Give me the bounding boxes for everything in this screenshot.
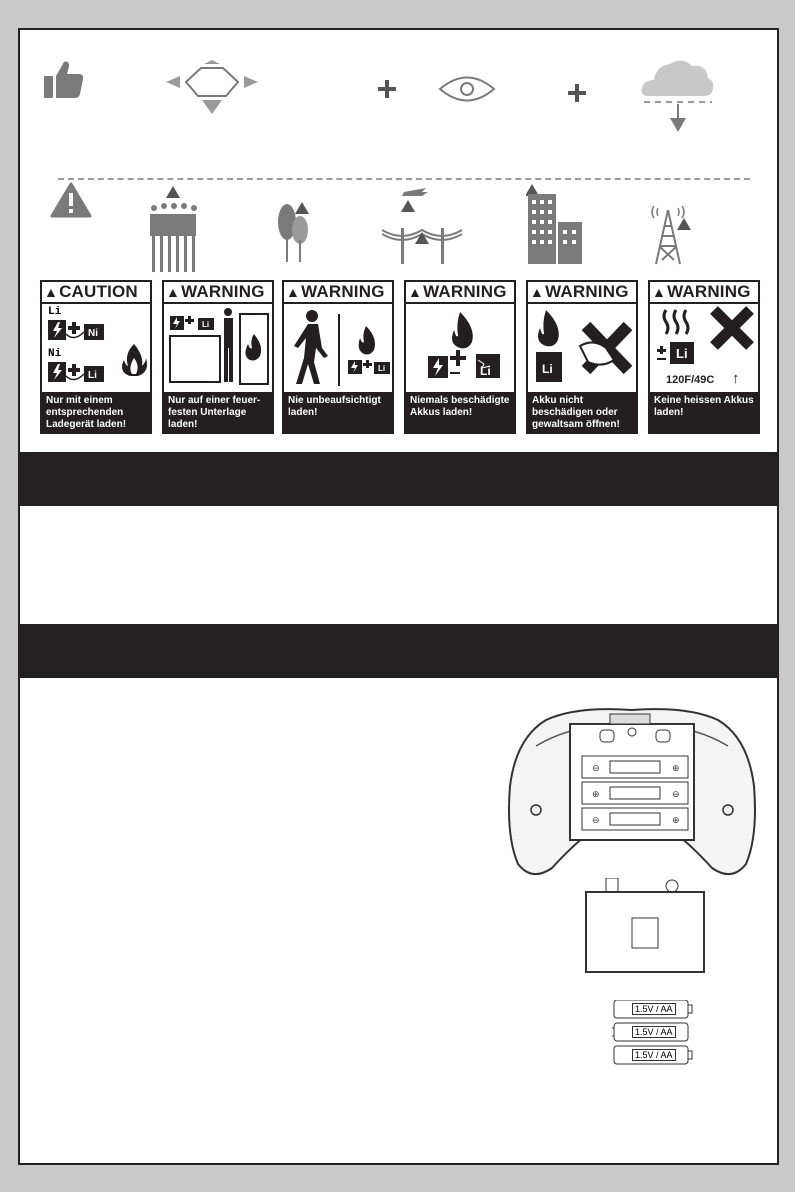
- battery-label: 1.5V / AA: [632, 1003, 676, 1015]
- panel-text: Niemals beschädigte Akkus laden!: [410, 395, 510, 418]
- charger-mismatch-icon: [48, 360, 118, 384]
- manual-page: [18, 28, 779, 1165]
- radio-tower-warning-icon: [648, 202, 692, 266]
- dashed-divider: [58, 178, 750, 180]
- section-header-bar: [20, 452, 777, 506]
- controller-battery-compartment: [506, 706, 758, 884]
- cloud-rain-icon: [640, 52, 716, 134]
- svg-text:⊕: ⊕: [672, 815, 680, 825]
- panel-picture: [42, 304, 150, 392]
- warning-panel-no-open: [526, 280, 638, 434]
- panel-header: ▲WARNING: [284, 282, 392, 302]
- charger-mismatch-icon: [48, 318, 118, 342]
- thumbs-up-icon: [42, 58, 86, 102]
- panel-text: Keine heissen Akkus laden!: [654, 395, 754, 418]
- panel-picture: [164, 304, 272, 392]
- li-label: Li: [48, 306, 62, 318]
- svg-text:⊖: ⊖: [592, 763, 600, 773]
- hot-battery-icon: [654, 306, 758, 372]
- plus-icon: [566, 82, 588, 104]
- flat-surface-icon: [166, 60, 258, 116]
- warning-panels: [38, 280, 764, 434]
- panel-header: ▲WARNING: [650, 282, 758, 302]
- battery-label: 1.5V / AA: [632, 1049, 676, 1061]
- ni-label: Ni: [88, 328, 98, 339]
- no-open-battery-icon: [532, 308, 636, 390]
- arrow-up-icon: ↑: [732, 370, 740, 387]
- li-label: Li: [202, 320, 210, 329]
- svg-text:⊕: ⊕: [672, 763, 680, 773]
- panel-header: ▲CAUTION: [42, 282, 150, 302]
- batteries: [612, 1000, 696, 1068]
- panel-header: ▲WARNING: [528, 282, 636, 302]
- li-label: Li: [378, 364, 386, 373]
- warning-location-row: [20, 182, 777, 282]
- warning-triangle-icon: [50, 182, 92, 218]
- panel-header: ▲WARNING: [406, 282, 514, 302]
- warning-panel-hot: [648, 280, 760, 434]
- power-lines-warning-icon: [382, 186, 462, 266]
- temperature-label: 120F/49C: [666, 374, 715, 386]
- plus-icon: [376, 78, 398, 100]
- panel-text: Akku nicht beschädigen oder gewaltsam öffnen!: [532, 395, 620, 430]
- li-label: Li: [676, 346, 688, 361]
- panel-header: ▲WARNING: [164, 282, 272, 302]
- panel-text: Nie unbeaufsichtigt laden!: [288, 395, 381, 418]
- svg-text:⊕: ⊕: [592, 789, 600, 799]
- svg-text:⊖: ⊖: [672, 789, 680, 799]
- panel-picture: [406, 304, 514, 392]
- li-label: Li: [542, 362, 553, 376]
- panel-picture: [528, 304, 636, 392]
- crowd-warning-icon: [146, 186, 200, 276]
- panel-text: Nur auf einer feuer-festen Unterlage laden!: [168, 395, 261, 430]
- fireproof-surface-icon: [168, 308, 272, 390]
- warning-panel-damaged: [404, 280, 516, 434]
- panel-picture: [284, 304, 392, 392]
- li-label: Li: [88, 370, 97, 381]
- caution-panel-charger: [40, 280, 152, 434]
- eye-icon: [438, 72, 496, 106]
- panel-text: Nur mit einem entsprechenden Ladegerät laden!: [46, 395, 127, 430]
- battery-label: 1.5V / AA: [632, 1026, 676, 1038]
- fire-icon: [120, 342, 148, 378]
- top-icon-row: [20, 30, 777, 160]
- warning-panel-unattended: [282, 280, 394, 434]
- li-label: Li: [480, 364, 491, 378]
- buildings-warning-icon: [526, 184, 586, 266]
- warning-panel-fireproof: [162, 280, 274, 434]
- section-header-bar: [20, 624, 777, 678]
- panel-picture: [650, 304, 758, 392]
- svg-text:⊖: ⊖: [592, 815, 600, 825]
- walking-away-icon: [288, 308, 392, 390]
- trees-warning-icon: [276, 202, 312, 264]
- battery-cover: [582, 878, 708, 976]
- ni-label: Ni: [48, 348, 62, 360]
- damaged-battery-icon: [410, 308, 514, 390]
